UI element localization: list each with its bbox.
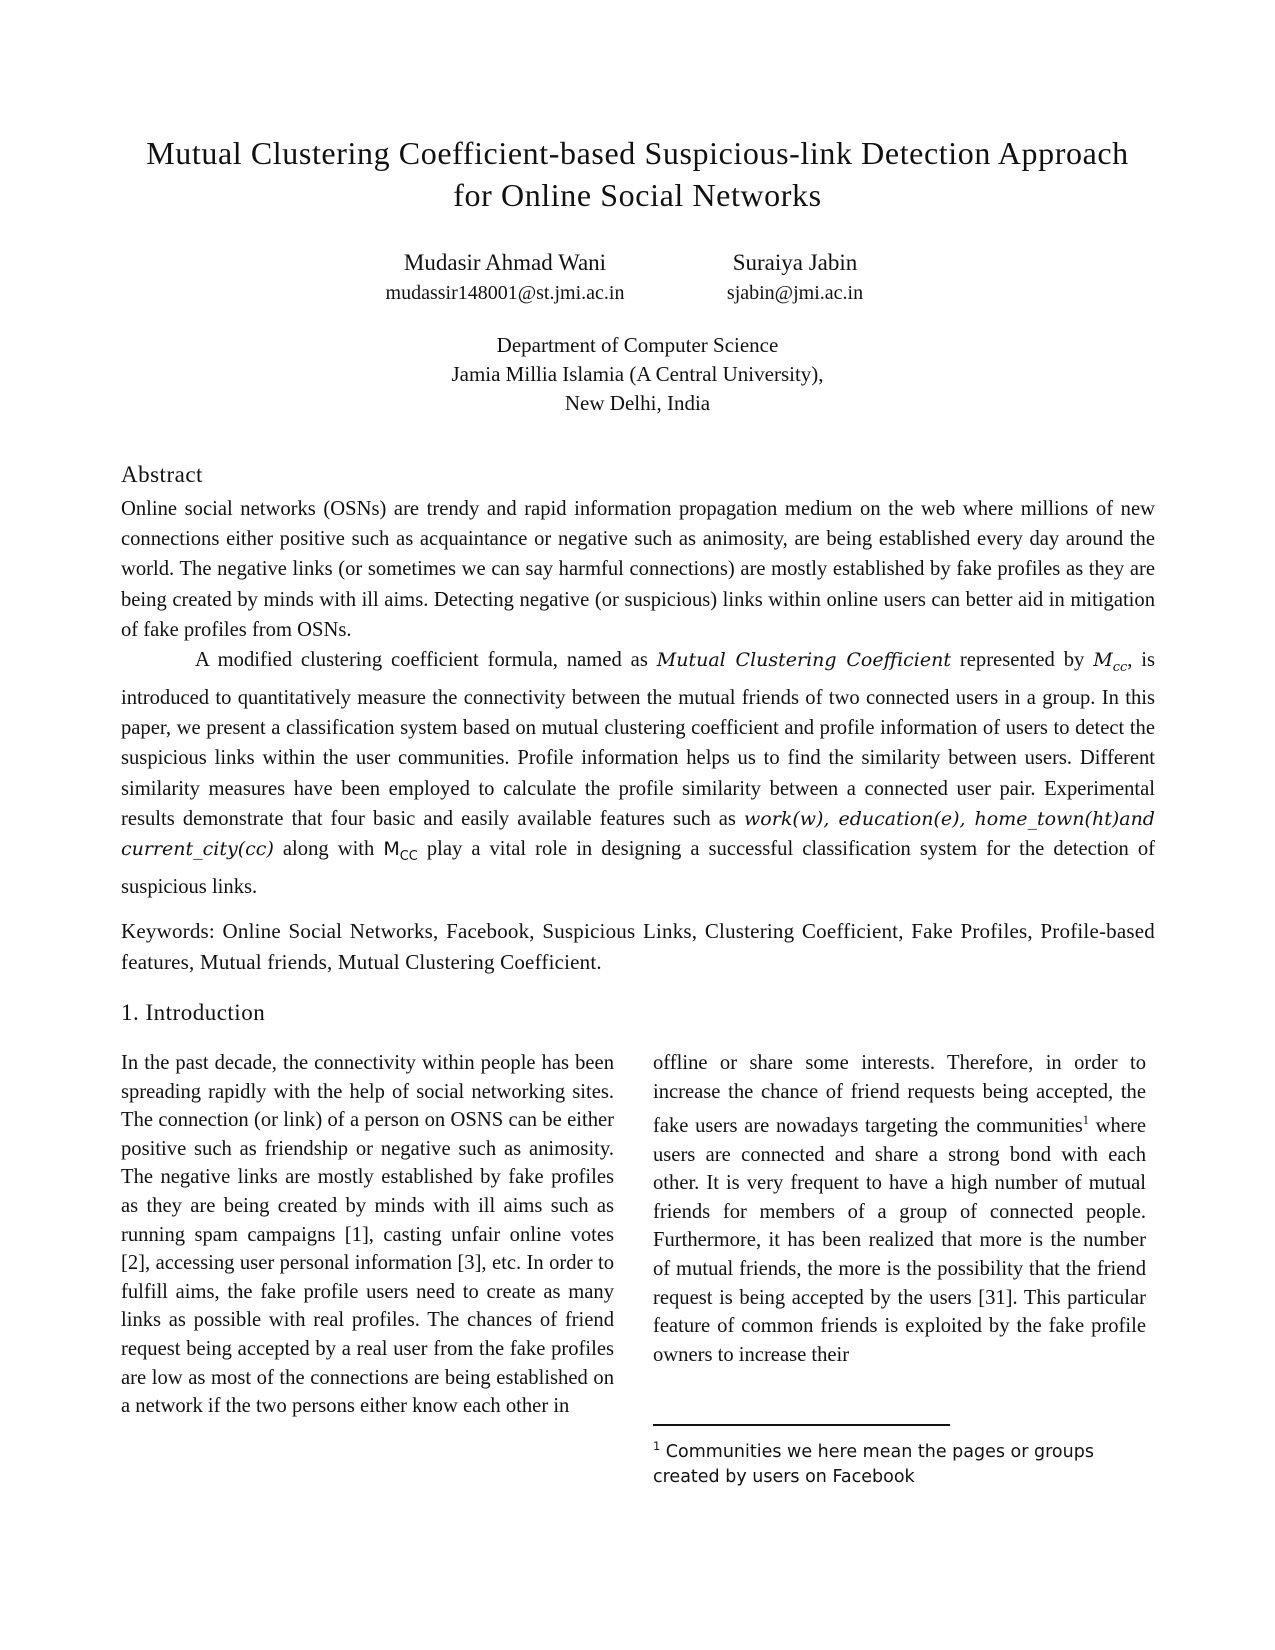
footnote-number: 1 xyxy=(653,1439,661,1453)
footnote-marker: 1 xyxy=(1082,1113,1089,1128)
math-mcc-subscript: cc xyxy=(1112,659,1128,675)
symbol-mcc xyxy=(383,838,418,864)
intro-text: where users are connected and share a strong bond with each other. It is very frequent to have a high number of mutual friends for members of a group of connected people. Furthermore, it has been realized that more is the number of mutual friends, the more is the possibility that the friend request is being accepted by the users [31]. This particular feature of common friends is exploited by the fake profile owners to increase their xyxy=(653,1115,1146,1366)
abstract-heading: Abstract xyxy=(121,462,203,487)
math-mcc-base: M xyxy=(1093,649,1113,672)
math-mcc xyxy=(1093,649,1128,675)
author-2 xyxy=(685,248,905,308)
affiliation-dept: Department of Computer Science xyxy=(496,333,779,357)
author-1 xyxy=(355,248,655,308)
intro-column-2 xyxy=(653,1049,1146,1369)
abstract-body xyxy=(121,494,1155,902)
title-line-2: for Online Social Networks xyxy=(453,177,822,213)
footnote xyxy=(653,1434,1146,1490)
author-name: Mudasir Ahmad Wani xyxy=(403,250,607,275)
paper-title xyxy=(100,132,1175,216)
abstract-text: A modified clustering coefficient formula, named as xyxy=(195,649,648,672)
footnote-text: Communities we here mean the pages or groups created by users on Facebook xyxy=(653,1441,1094,1487)
author-email: sjabin@jmi.ac.in xyxy=(726,282,864,304)
abstract-text: , is introduced to quantitatively measure the connectivity between the mutual friends of two connected users in a group. In this paper, we present a classification system based on mutual clustering coefficient and profile information of users to detect the suspicious links within the user communities. Profile information helps us to find the similarity between users. Different similarity measures have been employed to calculate the profile similarity between a connected user pair. Experimental results demonstrate that four basic and easily available features such as xyxy=(121,649,1155,830)
math-features: work(w), education(e), home_town(ht)and current_city(cc) xyxy=(121,807,1155,861)
intro-column-1: In the past decade, the connectivity within people has been spreading rapidly with the help of social networking sites. The connection (or link) of a person on OSNS can be either positive such as friendship or negative such as animosity. The negative links are mostly established by fake profiles as they are being created by minds with ill aims such as running spam campaigns [1], casting unfair online votes [2], accessing user personal information [3], etc. In order to fulfill aims, the fake profile users need to create as many links as possible with real profiles. The chances of friend request being accepted by a real user from the fake profiles are low as most of the connections are being established on a network if the two persons either know each other in xyxy=(121,1052,614,1418)
author-email: mudassir148001@st.jmi.ac.in xyxy=(385,282,625,304)
abstract-paragraph-1: Online social networks (OSNs) are trendy and rapid information propagation medium on the web where millions of new connections either positive such as acquaintance or negative such as animosity, are being established every day around the world. The negative links (or sometimes we can say harmful connections) are mostly established by fake profiles as they are being created by minds with ill aims. Detecting negative (or suspicious) links within online users can better aid in mitigation of fake profiles from OSNs. xyxy=(121,498,1155,641)
affiliation-location: New Delhi, India xyxy=(564,391,711,415)
affiliation xyxy=(300,331,975,418)
math-mutual-clustering-coefficient: Mutual Clustering Coefficient xyxy=(656,649,951,672)
abstract-text: represented by xyxy=(959,649,1085,672)
title-line-1: Mutual Clustering Coefficient-based Suspicious-link Detection Approach xyxy=(146,135,1129,171)
section-heading-introduction: 1. Introduction xyxy=(121,1000,266,1025)
footnote-rule xyxy=(653,1424,950,1426)
symbol-mcc-subscript: CC xyxy=(399,848,418,864)
affiliation-university: Jamia Millia Islamia (A Central University), xyxy=(451,362,824,386)
abstract-paragraph-2 xyxy=(121,645,1155,902)
author-name: Suraiya Jabin xyxy=(732,250,858,275)
keywords: Keywords: Online Social Networks, Facebook, Suspicious Links, Clustering Coefficient, Fake Profiles, Profile-based features, Mutual friends, Mutual Clustering Coefficient. xyxy=(121,919,1155,974)
abstract-text: play a vital role in designing a successful classification system for the detection of suspicious links. xyxy=(121,838,1156,899)
symbol-mcc-base: M xyxy=(383,838,400,861)
abstract-text: along with xyxy=(282,838,375,861)
intro-text: offline or share some interests. Therefore, in order to increase the chance of friend requests being accepted, the fake users are nowadays targeting the communities xyxy=(653,1052,1146,1138)
